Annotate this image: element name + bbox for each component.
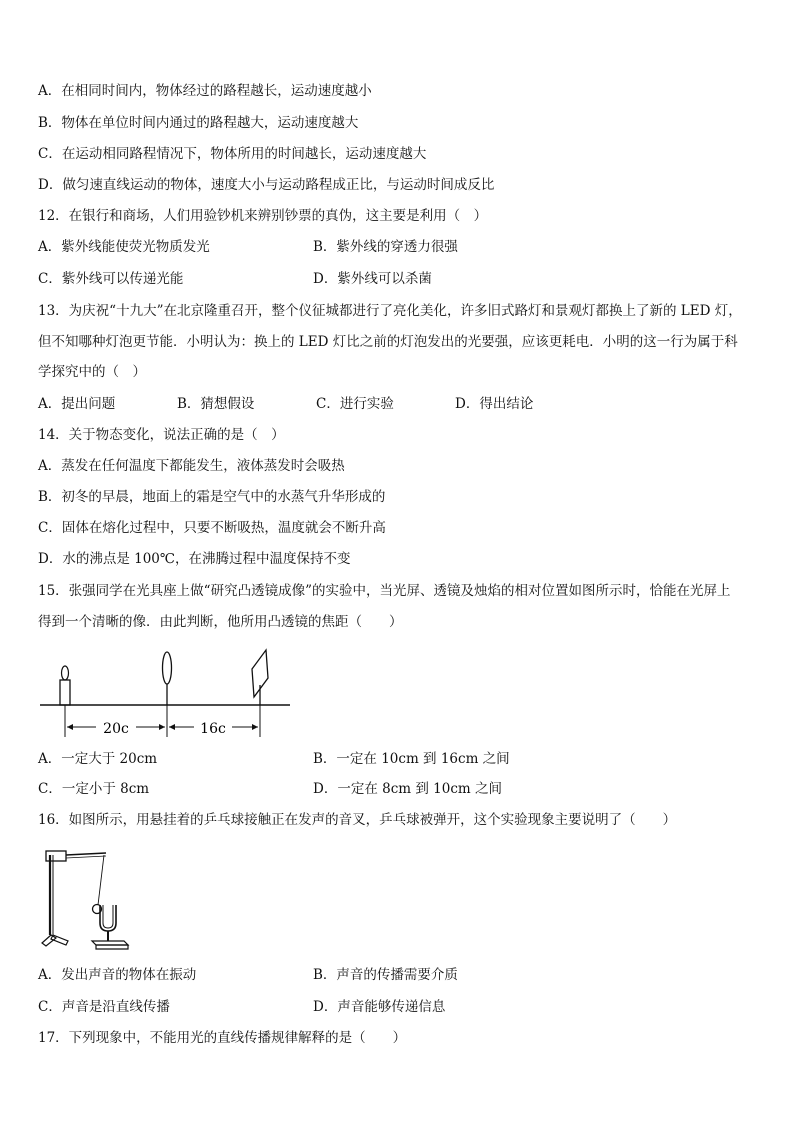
q16-option-b: B．声音的传播需要介质 [313,967,458,983]
convex-lens [163,652,172,705]
q12-option-a: A．紫外线能使荧光物质发光 [38,239,210,255]
light-screen [252,650,268,705]
distance-label-candle-lens: 20c [103,721,129,737]
q16-option-a: A．发出声音的物体在振动 [38,967,197,983]
q13-stem-line-2: 但不知哪种灯泡更节能．小明认为：换上的 LED 灯比之前的灯泡发出的光要强，应该更耗电．小明的这一行为属于科 [38,334,738,350]
q13-stem-line-3: 学探究中的（ ） [38,364,146,380]
distance-label-lens-screen: 16c [200,721,226,737]
support-stand [42,851,106,946]
q14-option-a: A．蒸发在任何温度下都能发生，液体蒸发时会吸热 [38,458,345,474]
q14-option-c: C．固体在熔化过程中，只要不断吸热，温度就会不断升高 [38,520,386,536]
q15-stem-line-2: 得到一个清晰的像．由此判断，他所用凸透镜的焦距（ ） [38,614,403,630]
optical-bench-figure [36,645,296,741]
candle-body [60,680,70,705]
q11-option-a: A．在相同时间内，物体经过的路程越长，运动速度越小 [38,83,372,99]
q17-stem: 17．下列现象中，不能用光的直线传播规律解释的是（ ） [38,1030,407,1046]
q11-option-b: B．物体在单位时间内通过的路程越大，运动速度越大 [38,115,359,131]
q15-option-d: D．一定在 8cm 到 10cm 之间 [313,781,502,797]
q13-stem-line-1: 13．为庆祝“十九大”在北京隆重召开，整个仪征城都进行了亮化美化，许多旧式路灯和景观灯都换上了新的 LED 灯， [38,303,742,319]
dim-arrowhead [159,724,165,730]
q13-options [38,395,594,413]
dim-arrowhead [169,724,175,730]
q12-option-b: B．紫外线的穿透力很强 [313,239,458,255]
tuning-fork-figure [38,843,130,953]
q15-option-b: B．一定在 10cm 到 16cm 之间 [313,751,510,767]
q16-option-d: D．声音能够传递信息 [313,999,446,1015]
candle-flame [62,666,69,680]
q13-option-d: D．得出结论 [455,396,534,412]
dim-arrowhead [67,724,73,730]
q12-stem: 12．在银行和商场，人们用验钞机来辨别钞票的真伪，这主要是利用（ ） [38,208,488,224]
dim-arrowhead [252,724,258,730]
q11-option-d: D．做匀速直线运动的物体，速度大小与运动路程成正比，与运动时间成反比 [38,177,495,193]
q13-option-c: C．进行实验 [316,396,394,412]
q15-stem-line-1: 15．张强同学在光具座上做“研究凸透镜成像”的实验中，当光屏、透镜及烛焰的相对位置如图所示时，恰能在光屏上 [38,583,731,599]
q11-option-c: C．在运动相同路程情况下，物体所用的时间越长，运动速度越大 [38,146,427,162]
q14-option-d: D．水的沸点是 100℃，在沸腾过程中温度保持不变 [38,551,351,567]
q13-option-b: B．猜想假设 [177,396,255,412]
q16-stem: 16．如图所示，用悬挂着的乒乓球接触正在发声的音叉，乒乓球被弹开，这个实验现象主要说明了（ ） [38,812,677,828]
q14-option-b: B．初冬的早晨，地面上的霜是空气中的水蒸气升华形成的 [38,489,386,505]
q13-option-a: A．提出问题 [38,396,116,412]
candle [60,666,70,705]
q12-option-c: C．紫外线可以传递光能 [38,271,184,287]
q15-option-c: C．一定小于 8cm [38,781,150,797]
q14-stem: 14．关于物态变化，说法正确的是（ ） [38,427,285,443]
suspension-thread [98,855,104,905]
q16-option-c: C．声音是沿直线传播 [38,999,170,1015]
q15-option-a: A．一定大于 20cm [38,751,158,767]
stand-arm [66,853,106,855]
tuning-fork [100,905,116,941]
q12-option-d: D．紫外线可以杀菌 [313,271,432,287]
